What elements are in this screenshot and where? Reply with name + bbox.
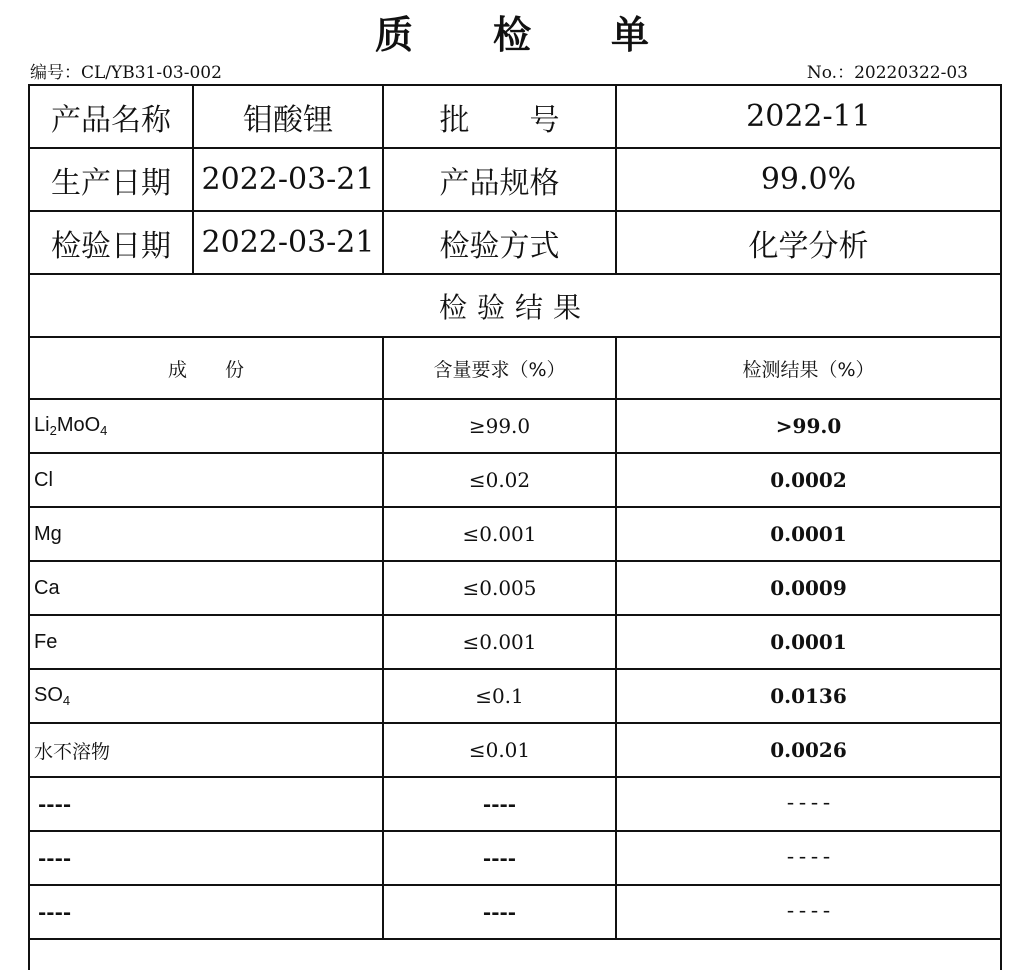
header-row-production xyxy=(29,148,1001,211)
header-row-inspection xyxy=(29,211,1001,274)
table-row xyxy=(29,885,1001,939)
component-name: Mg xyxy=(29,507,383,561)
production-date-value: 2022-03-21 xyxy=(193,148,383,211)
table-tail xyxy=(29,939,1001,970)
column-header-row xyxy=(29,337,1001,399)
result-value: 0.0026 xyxy=(616,723,1001,777)
table-row xyxy=(29,453,1001,507)
result-value: ---- xyxy=(616,831,1001,885)
product-name-label: 产品名称 xyxy=(29,85,193,148)
component-name: $SO_4$ xyxy=(29,669,383,723)
requirement-value: ≥99.0 xyxy=(383,399,616,453)
inspection-table xyxy=(28,84,1002,970)
component-name: Cl xyxy=(29,453,383,507)
requirement-value: ≤0.001 xyxy=(383,507,616,561)
table-row xyxy=(29,723,1001,777)
table-row xyxy=(29,831,1001,885)
result-value: 0.0001 xyxy=(616,507,1001,561)
requirement-value: ---- xyxy=(383,831,616,885)
method-label: 检验方式 xyxy=(383,211,616,274)
component-name: $Li_2MoO_4$ xyxy=(29,399,383,453)
result-value: 0.0002 xyxy=(616,453,1001,507)
result-value: ---- xyxy=(616,885,1001,939)
requirement-value: ---- xyxy=(383,885,616,939)
document-title xyxy=(0,4,1024,59)
requirement-value: ≤0.01 xyxy=(383,723,616,777)
table-row xyxy=(29,507,1001,561)
spec-value: 99.0% xyxy=(616,148,1001,211)
header-row-product xyxy=(29,85,1001,148)
requirement-value: ≤0.001 xyxy=(383,615,616,669)
method-value: 化学分析 xyxy=(616,211,1001,274)
result-value: 0.0136 xyxy=(616,669,1001,723)
result-header: 检测结果（%） xyxy=(616,337,1001,399)
table-row xyxy=(29,615,1001,669)
result-value: >99.0 xyxy=(616,399,1001,453)
component-name: Ca xyxy=(29,561,383,615)
result-value: 0.0001 xyxy=(616,615,1001,669)
document-number: No.：20220322-03 xyxy=(806,63,968,83)
batch-value: 2022-11 xyxy=(616,85,1001,148)
table-row xyxy=(29,777,1001,831)
component-name: ---- xyxy=(29,777,383,831)
results-title-row xyxy=(29,274,1001,337)
table-row xyxy=(29,561,1001,615)
result-value: 0.0009 xyxy=(616,561,1001,615)
inspection-date-label: 检验日期 xyxy=(29,211,193,274)
component-name: Fe xyxy=(29,615,383,669)
batch-label: 批 号 xyxy=(383,85,616,148)
results-title: 检验结果 xyxy=(29,274,1001,337)
component-name: ---- xyxy=(29,885,383,939)
table-row xyxy=(29,669,1001,723)
requirement-value: ≤0.02 xyxy=(383,453,616,507)
component-header: 成 份 xyxy=(29,337,383,399)
product-name-value: 钼酸锂 xyxy=(193,85,383,148)
spec-label: 产品规格 xyxy=(383,148,616,211)
result-value: ---- xyxy=(616,777,1001,831)
title-char: 检 xyxy=(492,13,531,57)
inspection-date-value: 2022-03-21 xyxy=(193,211,383,274)
title-char: 单 xyxy=(611,13,650,57)
blank-cell xyxy=(29,939,1001,970)
title-char: 质 xyxy=(374,13,413,57)
requirement-header: 含量要求（%） xyxy=(383,337,616,399)
component-name: ---- xyxy=(29,831,383,885)
component-name: 水不溶物 xyxy=(29,723,383,777)
requirement-value: ≤0.005 xyxy=(383,561,616,615)
requirement-value: ---- xyxy=(383,777,616,831)
requirement-value: ≤0.1 xyxy=(383,669,616,723)
table-row xyxy=(29,399,1001,453)
document-code: 编号：CL/YB31-03-002 xyxy=(30,63,222,83)
production-date-label: 生产日期 xyxy=(29,148,193,211)
